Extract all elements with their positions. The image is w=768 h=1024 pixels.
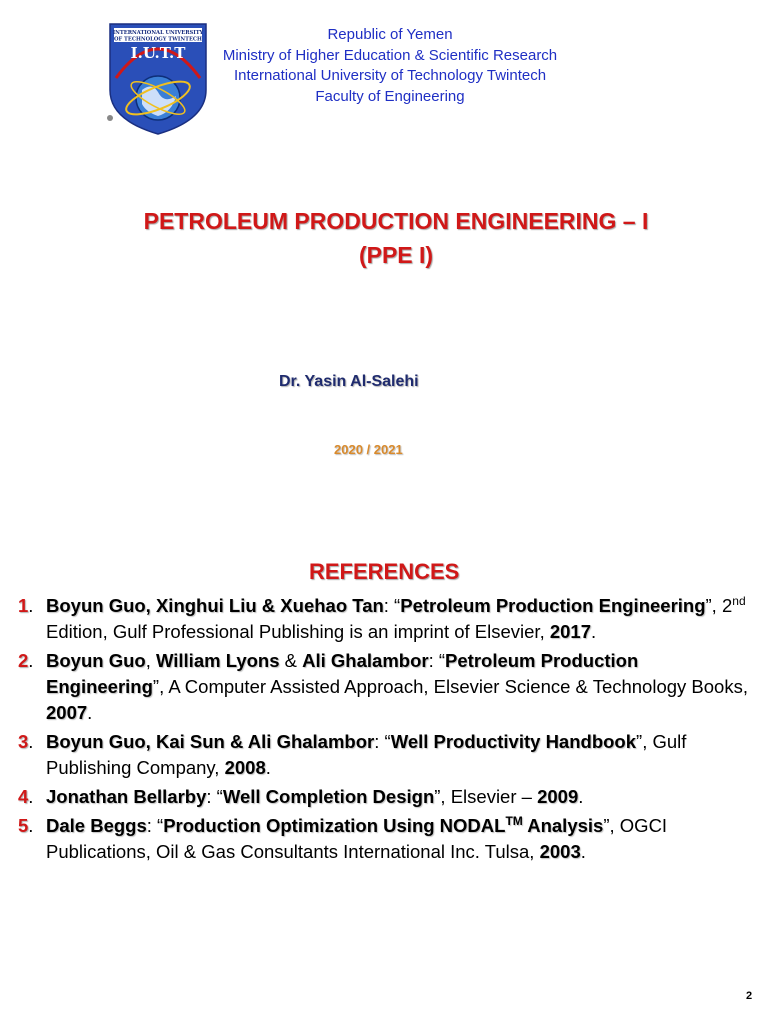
reference-number: 5. (18, 815, 34, 836)
reference-year: 2003 (539, 841, 581, 862)
reference-authors: Boyun Guo, Kai Sun & Ali Ghalambor (46, 731, 375, 752)
reference-number: 1. (18, 595, 34, 616)
reference-number: 4. (18, 786, 34, 807)
reference-title: Petroleum Production Engineering (400, 595, 706, 616)
author-name: Dr. Yasin Al-Salehi (279, 373, 419, 390)
reference-item: 3. Boyun Guo, Kai Sun & Ali Ghalambor: “Well Productivity Handbook”, Gulf Publishing Company, 2008. (18, 731, 687, 778)
reference-publisher: Edition, Gulf Professional Publishing is an imprint of Elsevier, (46, 621, 550, 642)
university-logo (106, 20, 210, 136)
reference-year: 2017 (549, 621, 592, 642)
svg-text:OF TECHNOLOGY TWINTECH: OF TECHNOLOGY TWINTECH (114, 36, 202, 43)
academic-year: 2020 / 2021 (334, 442, 403, 457)
reference-edition: 2nd (721, 593, 746, 616)
reference-year: 2008 (224, 757, 266, 778)
course-title-line2: (PPE I) (358, 242, 434, 268)
reference-number: 3. (18, 731, 34, 752)
reference-publisher: , OGCI Publications, Oil & Gas Consultants International Inc. Tulsa, (46, 815, 668, 862)
reference-author: William Lyons (155, 650, 280, 671)
reference-item: 5. Dale Beggs: “Production Optimization Using NODAL™ Analysis”, OGCI Publications, Oil & Gas Consultants International Inc. Tulsa, 2003. (18, 813, 668, 862)
reference-year: 2007 (46, 702, 88, 723)
svg-text:INTERNATIONAL UNIVERSITY: INTERNATIONAL UNIVERSITY (112, 30, 204, 36)
references-list (18, 593, 753, 868)
reference-number: 2. (18, 650, 34, 671)
reference-author: Boyun Guo (46, 650, 146, 671)
reference-authors: Boyun Guo, Xinghui Liu & Xuehao Tan (46, 595, 384, 616)
header-country: Republic of Yemen (327, 26, 453, 43)
reference-title: Well Productivity Handbook (390, 731, 637, 752)
header-faculty: Faculty of Engineering (315, 87, 465, 105)
reference-title: Production Optimization Using NODAL™ Analysis (163, 813, 604, 836)
reference-publisher: , Elsevier – (440, 786, 538, 807)
reference-item: 4. Jonathan Bellarby: “Well Completion Design”, Elsevier – 2009. (18, 784, 753, 810)
course-title-line1: PETROLEUM PRODUCTION ENGINEERING – I (143, 208, 649, 234)
institution-header (200, 25, 580, 107)
course-title (0, 204, 768, 272)
reference-year: 2009 (537, 786, 579, 807)
references-heading: REFERENCES (309, 559, 460, 584)
reference-item: 1. Boyun Guo, Xinghui Liu & Xuehao Tan: “Petroleum Production Engineering”, 2nd Edition, Gulf Professional Publishing is an imprint of Elsevier, 2017. (18, 593, 746, 642)
reference-publisher: , A Computer Assisted Approach, Elsevier Science & Technology Books, (159, 676, 748, 697)
header-university: International University of Technology Twintech (233, 67, 547, 84)
reference-title: Petroleum Production Engineering (46, 650, 639, 697)
reference-authors: Jonathan Bellarby (46, 786, 207, 807)
reference-publisher: , Gulf Publishing Company, (46, 731, 687, 778)
page-number: 2 (746, 990, 753, 1002)
reference-authors: Dale Beggs (46, 815, 147, 836)
header-ministry: Ministry of Higher Education & Scientific Research (222, 46, 558, 64)
reference-author: Ali Ghalambor (302, 650, 429, 671)
reference-item: 2. Boyun Guo, William Lyons & Ali Ghalambor: “Petroleum Production Engineering”, A Computer Assisted Approach, Elsevier Science & Technology Books, 2007. (18, 650, 748, 723)
logo-name-text: I.U.T.T (130, 44, 186, 62)
reference-title: Well Completion Design (222, 786, 435, 807)
